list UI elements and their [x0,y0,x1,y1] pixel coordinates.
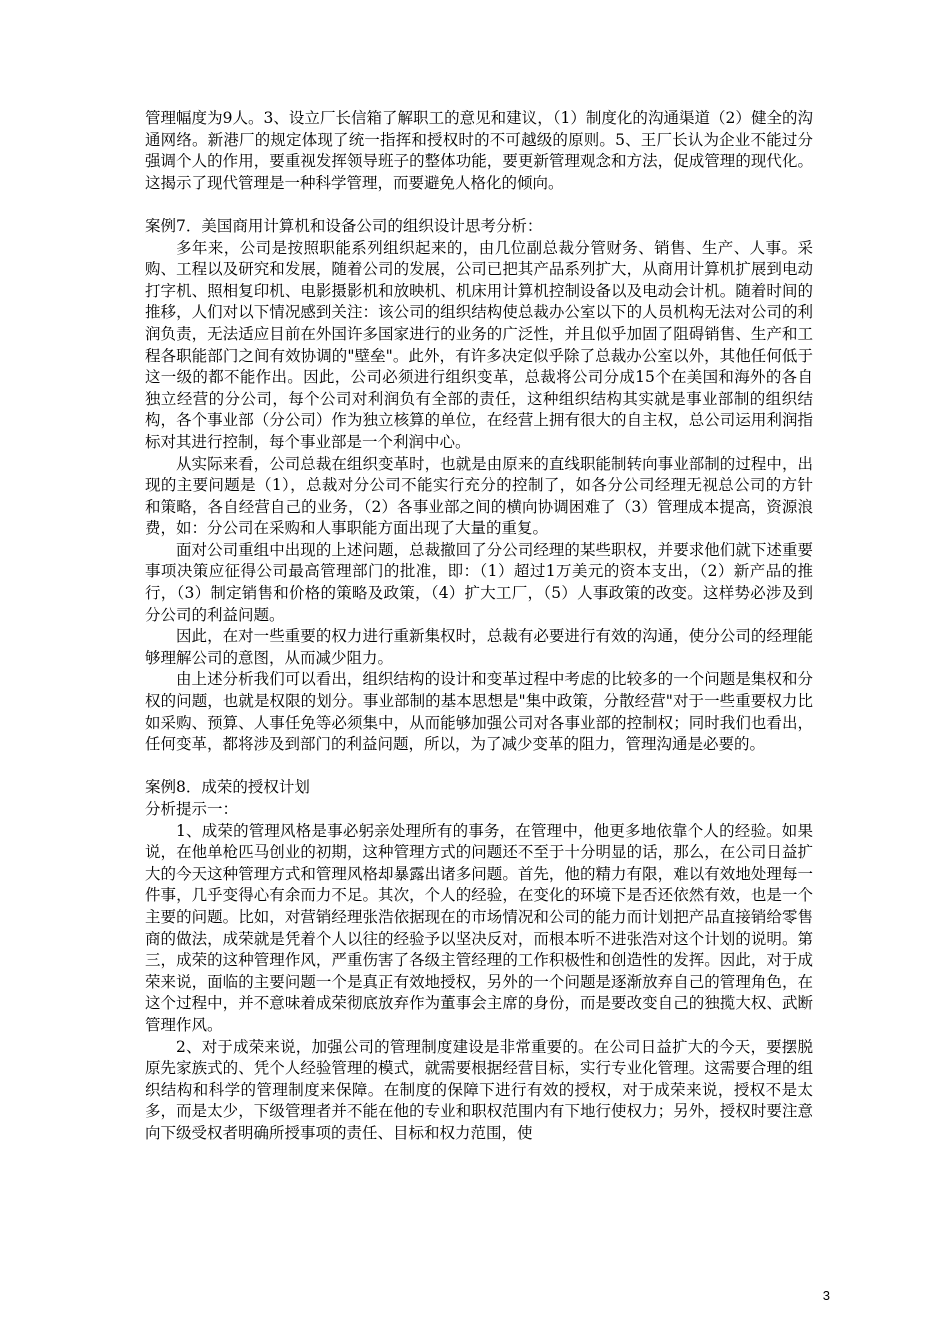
section-gap [145,756,813,778]
case7-paragraph-5: 由上述分析我们可以看出，组织结构的设计和变革过程中考虑的比较多的一个问题是集权和分权的问题，也就是权限的划分。事业部制的基本思想是"集中政策，分散经营"对于一些重要权力比如采购、预算、人事任免等必须集中，从而能够加强公司对各事业部的控制权；同时我们也看出，任何变革，都将涉及到部门的利益问题，所以，为了减少变革的阻力，管理沟通是必要的。 [145,670,813,754]
case7-paragraph-4: 因此，在对一些重要的权力进行重新集权时，总裁有必要进行有效的沟通，使分公司的经理能够理解公司的意图，从而减少阻力。 [145,627,813,667]
case7-heading: 案例7．美国商用计算机和设备公司的组织设计思考分析： [145,216,543,235]
document-body [145,108,813,1145]
case8-heading: 案例8．成荣的授权计划 [145,778,310,797]
case7-paragraph-1: 多年来，公司是按照职能系列组织起来的，由几位副总裁分管财务、销售、生产、人事。采购、工程以及研究和发展，随着公司的发展，公司已把其产品系列扩大，从商用计算机扩展到电动打字机、照相复印机、电影摄影机和放映机、机床用计算机控制设备以及电动会计机。随着时间的推移，人们对以下情况感到关注：该公司的组织结构使总裁办公室以下的人员机构无法对公司的利润负责，无法适应目前在外国许多国家进行的业务的广泛性，并且似乎加固了阻碍销售、生产和工程各职能部门之间有效协调的"壁垒"。此外，有许多决定似乎除了总裁办公室以外，其他任何低于这一级的都不能作出。因此，公司必须进行组织变革，总裁将公司分成15个在美国和海外的各自独立经营的分公司，每个公司对利润负有全部的责任，这种组织结构其实就是事业部制的组织结构，各个事业部（分公司）作为独立核算的单位，在经营上拥有很大的自主权，总公司运用利润指标对其进行控制，每个事业部是一个利润中心。 [145,238,813,451]
case7-paragraph-3: 面对公司重组中出现的上述问题，总裁撤回了分公司经理的某些职权，并要求他们就下述重要事项决策应征得公司最高管理部门的批准，即：（1）超过1万美元的资本支出，（2）新产品的推行，（3）制定销售和价格的策略及政策，（4）扩大工厂，（5）人事政策的改变。这样势必涉及到分公司的利益问题。 [145,540,813,624]
page-number: 3 [822,1288,830,1303]
case8-paragraph-2: 2、对于成荣来说，加强公司的管理制度建设是非常重要的。在公司日益扩大的今天，要摆脱原先家族式的、凭个人经验管理的模式，就需要根据经营目标，实行专业化管理。这需要合理的组织结构和科学的管理制度来保障。在制度的保障下进行有效的授权，对于成荣来说，授权不是太多，而是太少，下级管理者并不能在他的专业和职权范围内有下地行使权力；另外，授权时要注意向下级受权者明确所授事项的责任、目标和权力范围，使 [145,1037,813,1142]
case7-paragraph-2: 从实际来看，公司总裁在组织变革时，也就是由原来的直线职能制转向事业部制的过程中，出现的主要问题是（1），总裁对分公司不能实行充分的控制了，如各分公司经理无视总公司的方针和策略，各自经营自己的业务，（2）各事业部之间的横向协调困难了（3）管理成本提高，资源浪费，如：分公司在采购和人事职能方面出现了大量的重复。 [145,454,813,538]
intro-paragraph: 管理幅度为9人。3、设立厂长信箱了解职工的意见和建议，（1）制度化的沟通渠道（2）健全的沟通网络。新港厂的规定体现了统一指挥和授权时的不可越级的原则。5、王厂长认为企业不能过分强调个人的作用，要重视发挥领导班子的整体功能，要更新管理观念和方法，促成管理的现代化。这揭示了现代管理是一种科学管理，而要避免人格化的倾向。 [145,109,813,192]
section-gap [145,194,813,216]
case8-paragraph-1: 1、成荣的管理风格是事必躬亲处理所有的事务，在管理中，他更多地依靠个人的经验。如果说，在他单枪匹马创业的初期，这种管理方式的问题还不至于十分明显的话，那么，在公司日益扩大的今天这种管理方式和管理风格却暴露出诸多问题。首先，他的精力有限，难以有效地处理每一件事，几乎变得心有余而力不足。其次，个人的经验，在变化的环境下是否还依然有效，也是一个主要的问题。比如，对营销经理张浩依据现在的市场情况和公司的能力而计划把产品直接销给零售商的做法，成荣就是凭着个人以往的经验予以坚决反对，而根本听不进张浩对这个计划的说明。第三，成荣的这种管理作风，严重伤害了各级主管经理的工作积极性和创造性的发挥。因此，对于成荣来说，面临的主要问题一个是真正有效地授权，另外的一个问题是逐渐放弃自己的管理角色，在这个过程中，并不意味着成荣彻底放弃作为董事会主席的身份，而是要改变自己的独揽大权、武断管理作风。 [145,821,813,1034]
case8-subheading: 分析提示一： [145,800,239,818]
